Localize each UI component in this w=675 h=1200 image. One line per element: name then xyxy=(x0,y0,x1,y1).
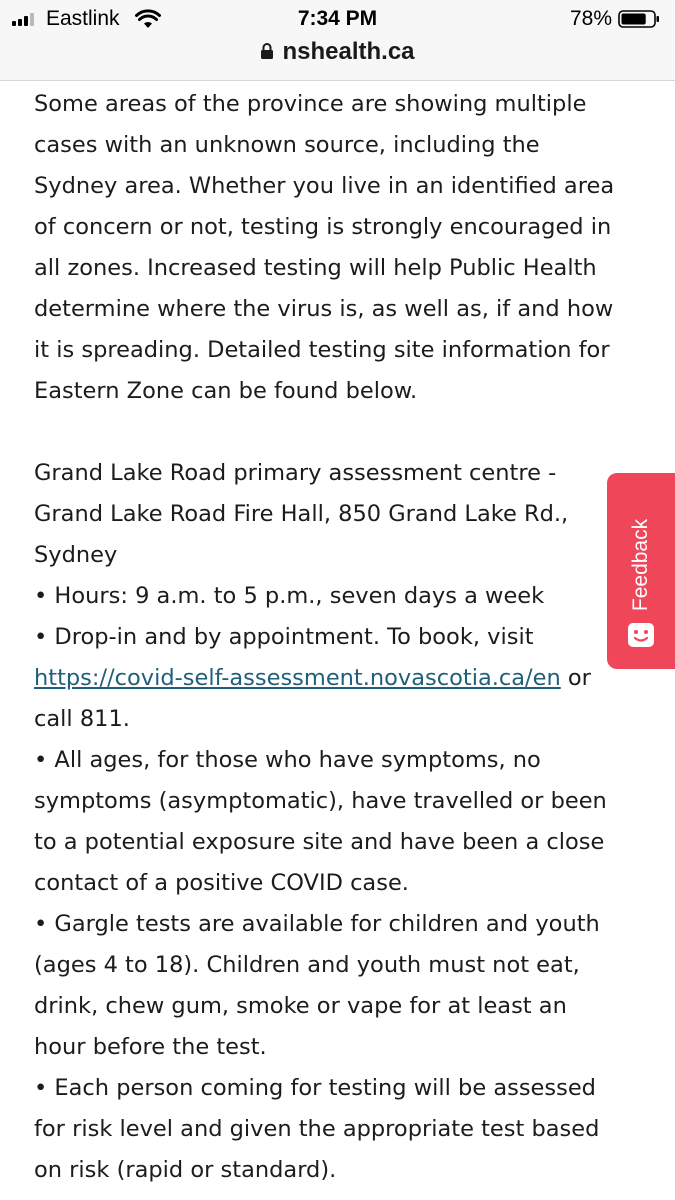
address-bar[interactable] xyxy=(0,36,675,68)
status-bar xyxy=(0,0,675,38)
booking-bullet: • Drop-in and by appointment. To book, visit xyxy=(34,624,534,650)
text-line: to a potential exposure site and have been a close xyxy=(34,829,605,855)
battery-icon xyxy=(618,10,660,28)
gargle-test-bullet: • Gargle tests are available for children and youth xyxy=(34,911,600,937)
hours-bullet: • Hours: 9 a.m. to 5 p.m., seven days a week xyxy=(34,583,545,609)
site-address-line: Grand Lake Road Fire Hall, 850 Grand Lake Rd., xyxy=(34,501,569,527)
smiley-chat-icon xyxy=(626,621,656,651)
text-line: contact of a positive COVID case. xyxy=(34,870,409,896)
site-name-line: Grand Lake Road primary assessment centre - xyxy=(34,460,557,486)
booking-link-suffix: or xyxy=(560,665,591,691)
text-line: determine where the virus is, as well as, if and how xyxy=(34,296,614,322)
eligibility-bullet: • All ages, for those who have symptoms, no xyxy=(34,747,541,773)
text-line: symptoms (asymptomatic), have travelled or been xyxy=(34,788,607,814)
feedback-tab[interactable] xyxy=(607,473,675,669)
text-line: it is spreading. Detailed testing site information for xyxy=(34,337,610,363)
text-line: hour before the test. xyxy=(34,1034,267,1060)
testing-site-details xyxy=(34,453,654,1191)
text-line: drink, chew gum, smoke or vape for at least an xyxy=(34,993,567,1019)
intro-paragraph xyxy=(34,84,654,412)
text-line: cases with an unknown source, including the xyxy=(34,132,540,158)
booking-link[interactable]: https://covid-self-assessment.novascotia.ca/en xyxy=(34,665,561,691)
text-line: call 811. xyxy=(34,706,130,732)
text-line: on risk (rapid or standard). xyxy=(34,1157,337,1183)
feedback-label: Feedback xyxy=(629,518,652,612)
browser-top-bar xyxy=(0,0,675,81)
text-line: (ages 4 to 18). Children and youth must not eat, xyxy=(34,952,580,978)
text-line: Sydney area. Whether you live in an identified area xyxy=(34,173,615,199)
article-content xyxy=(34,84,654,1191)
status-clock: 7:34 PM xyxy=(297,7,378,30)
text-line: for risk level and given the appropriate test based xyxy=(34,1116,600,1142)
text-line: Some areas of the province are showing multiple xyxy=(34,91,587,117)
lock-icon xyxy=(260,42,274,60)
text-line: of concern or not, testing is strongly encouraged in xyxy=(34,214,612,240)
url-domain: nshealth.ca xyxy=(282,38,415,65)
booking-link-line xyxy=(34,658,654,699)
site-city-line: Sydney xyxy=(34,542,118,568)
text-line: all zones. Increased testing will help Public Health xyxy=(34,255,597,281)
battery-percentage: 78% xyxy=(569,7,612,30)
risk-assessment-bullet: • Each person coming for testing will be assessed xyxy=(34,1075,596,1101)
text-line: Eastern Zone can be found below. xyxy=(34,378,418,404)
carrier-name: Eastlink xyxy=(46,7,120,30)
